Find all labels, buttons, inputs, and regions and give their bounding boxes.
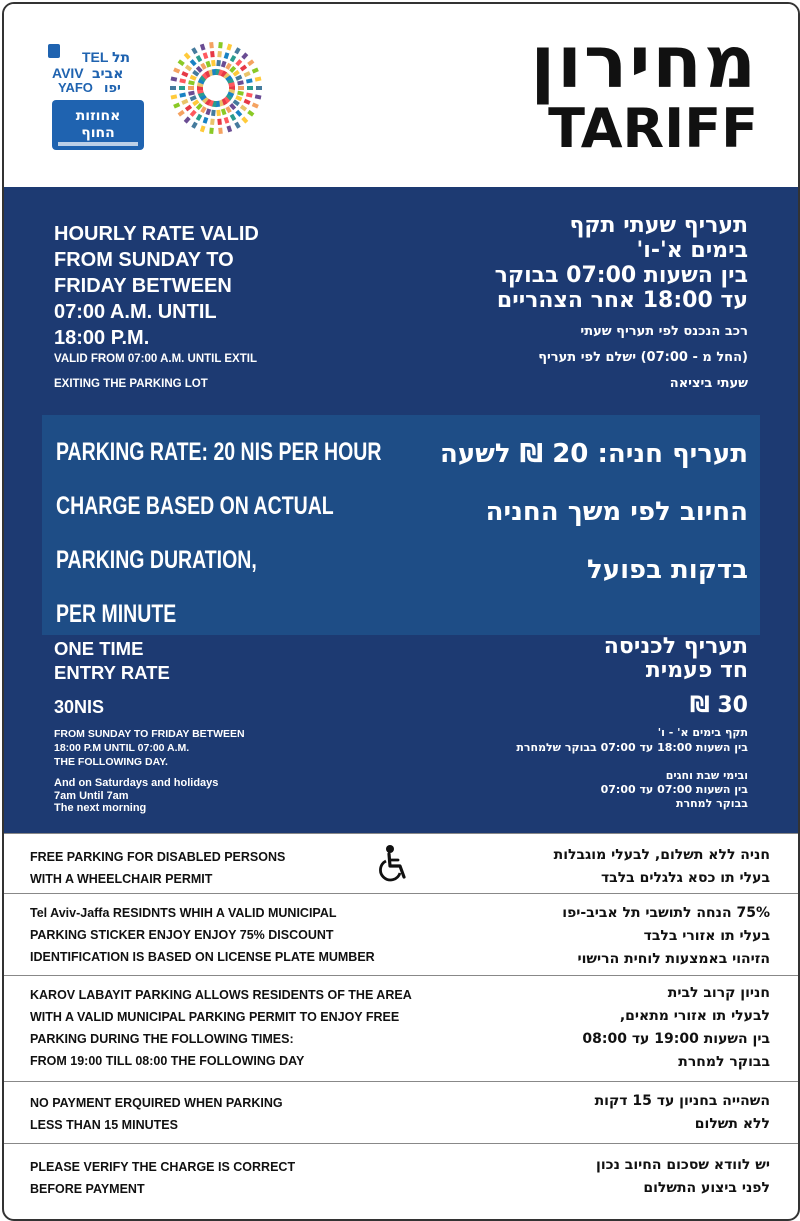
parking-rate-he: תעריף חניה: 20 ₪ לשעה החיוב לפי משך החניה בדקות בפועל: [439, 439, 748, 585]
entry-rate-hours-en: FROM SUNDAY TO FRIDAY BETWEEN 18:00 P.M UNTIL 07:00 A.M. THE FOLLOWING DAY.: [54, 728, 245, 768]
entry-rate-weekend-en: And on Saturdays and holidays 7am Until 7am The next morning: [54, 777, 219, 814]
info-row-residents-discount: [4, 893, 798, 974]
title-hebrew: מחירון: [530, 20, 758, 104]
entry-rate-price-he: 30 ₪: [689, 693, 748, 718]
svg-text:אביב: אביב: [92, 66, 124, 82]
tariff-sign: [2, 2, 800, 1221]
parking-rate-en: PARKING RATE: 20 NIS PER HOUR CHARGE BASED ON ACTUAL PARKING DURATION, PER MINUTE: [56, 438, 382, 628]
info-row-text-he: השהייה בחניון עד 15 דקות ללא תשלום: [594, 1093, 770, 1132]
entry-rate-heading-en: ONE TIME ENTRY RATE: [54, 638, 170, 683]
tel-aviv-logo: [44, 40, 284, 160]
info-row-karov-labayit: [4, 975, 798, 1080]
hourly-rate-note-he: רכב הנכנס לפי תעריף שעתי (החל מ - 07:00) ישלם לפי תעריף שעתי ביציאה: [538, 324, 748, 391]
entry-rate-heading-he: תעריף לכניסה חד פעמית: [603, 634, 748, 683]
info-row-text-he: חניה ללא תשלום, לבעלי מוגבלות בעלי תו כסא גלגלים בלבד: [553, 847, 770, 886]
entry-rate-price-en: 30NIS: [54, 697, 105, 717]
info-row-text-en: FREE PARKING FOR DISABLED PERSONS WITH A WHEELCHAIR PERMIT: [30, 850, 286, 886]
info-row-text-en: Tel Aviv-Jaffa RESIDNTS WHIH A VALID MUNICIPAL PARKING STICKER ENJOY ENJOY 75% DISCOUNT IDENTIFICATION IS BASED ON LICENSE PLATE MUMBER: [30, 906, 375, 964]
wheelchair-icon: [378, 844, 412, 882]
info-row-text-en: PLEASE VERIFY THE CHARGE IS CORRECT BEFORE PAYMENT: [30, 1160, 296, 1196]
info-row-short-stay: [4, 1081, 798, 1142]
svg-text:תל: תל: [112, 50, 131, 66]
hourly-rate-note-en: VALID FROM 07:00 A.M. UNTIL EXTIL EXITING THE PARKING LOT: [54, 353, 257, 390]
info-row-text-he: 75% הנחה לתושבי תל אביב-יפו בעלי תו אזורי בלבד הזיהוי באמצעות לוחית הרישוי: [562, 905, 770, 967]
info-row-text-he: יש לוודא שסכום החיוב נכון לפני ביצוע התשלום: [596, 1157, 770, 1196]
info-row-verify-charge: [4, 1143, 798, 1220]
svg-text:יפו: יפו: [104, 81, 121, 96]
svg-text:YAFO: YAFO: [58, 80, 93, 95]
info-row-text-he: חניון קרוב לבית לבעלי תו אזורי מתאים, בין השעות 19:00 עד 08:00 בבוקר למחרת: [582, 985, 770, 1070]
entry-rate-hours-he: תקף בימים א' - ו' בין השעות 18:00 עד 07:00 בבוקר שלמחרת: [516, 726, 748, 754]
entry-rate-weekend-he: ובימי שבת וחגים בין השעות 07:00 עד 07:00 בבוקר למחרת: [600, 769, 748, 810]
hourly-rate-heading-he: תעריף שעתי תקף בימים א'-ו' בין השעות 07:00 בבוקר עד 18:00 אחר הצהריים: [494, 213, 748, 313]
svg-text:החוף: החוף: [81, 125, 115, 141]
svg-text:AVIV: AVIV: [52, 65, 84, 81]
hourly-rate-heading-en: HOURLY RATE VALID FROM SUNDAY TO FRIDAY BETWEEN 07:00 A.M. UNTIL 18:00 P.M.: [54, 223, 259, 349]
info-row-text-en: NO PAYMENT ERQUIRED WHEN PARKING LESS THAN 15 MINUTES: [30, 1096, 283, 1132]
info-row-text-en: KAROV LABAYIT PARKING ALLOWS RESIDENTS OF THE AREA WITH A VALID MUNICIPAL PARKING PERMIT TO ENJOY FREE PARKING DURING THE FOLLOWING TIMES: FROM 19:00 TILL 08:00 THE FOLLOWING DAY: [30, 988, 412, 1068]
sign-header: [4, 4, 798, 187]
title-english: TARIFF: [548, 97, 758, 160]
svg-text:TEL: TEL: [82, 49, 109, 65]
info-row-disabled: [4, 833, 798, 892]
tariff-info-panel: [4, 187, 798, 833]
svg-text:אחוזות: אחוזות: [75, 108, 121, 124]
